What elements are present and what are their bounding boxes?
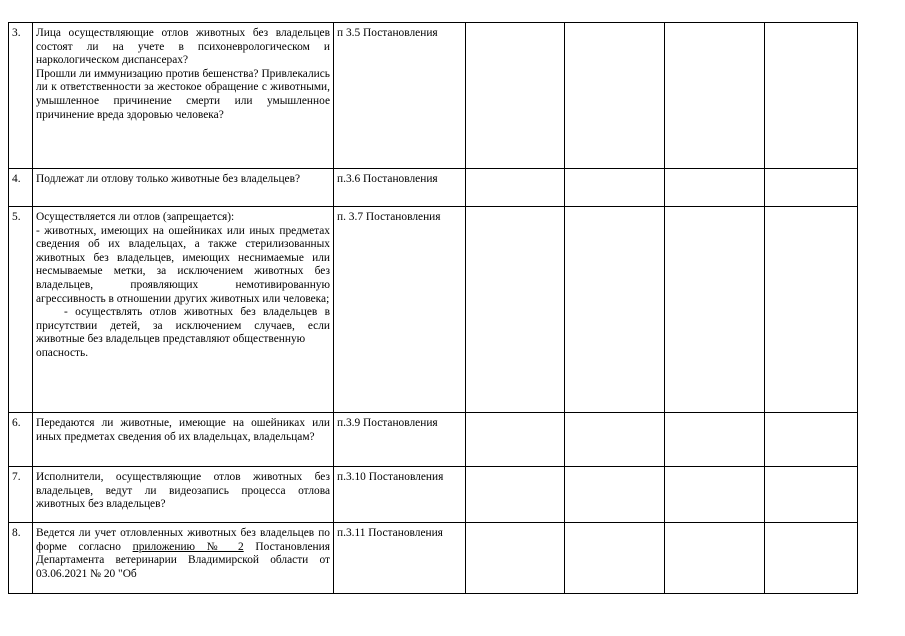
empty-cell [665, 207, 765, 413]
empty-cell [565, 169, 665, 207]
question-paragraph: - животных, имеющих на ошейниках или иных предметах сведения об их владельцах, а также стерилизованных животных без владельцев, имеющих неснимаемые или несмываемые метки, за исключением животных без владельцев, проявляющих немотивированную агрессивность в отношении других животных или человека; [36, 224, 330, 305]
question-cell [33, 23, 334, 169]
empty-cell [765, 523, 858, 594]
empty-cell [665, 467, 765, 523]
empty-cell [565, 523, 665, 594]
reference-cell: п.3.10 Постановления [334, 467, 466, 523]
question-paragraph: Подлежат ли отлову только животные без владельцев? [36, 173, 301, 185]
table-row-4 [9, 169, 858, 207]
table-row-5 [9, 207, 858, 413]
appendix-link[interactable]: приложению № 2 [132, 540, 244, 553]
question-cell [33, 467, 334, 523]
empty-cell [665, 169, 765, 207]
question-paragraph: опасность. [36, 346, 89, 359]
question-text: Ведется ли учет отловленных животных без владельцев по форме согласно [36, 527, 330, 553]
table-row-3 [9, 23, 858, 169]
empty-cell [665, 523, 765, 594]
question-text: Постановления Департамента ветеринарии Владимирской области от 03.06.2021 № 20 "Об [36, 540, 330, 580]
row-number: 6. [9, 413, 33, 467]
reference-cell: п 3.5 Постановления [334, 23, 466, 169]
table-row-8 [9, 523, 858, 594]
question-paragraph: Осуществляется ли отлов (запрещается): [36, 211, 235, 223]
empty-cell [565, 413, 665, 467]
empty-cell [665, 23, 765, 169]
empty-cell [765, 413, 858, 467]
empty-cell [665, 413, 765, 467]
question-cell [33, 413, 334, 467]
row-number: 7. [9, 467, 33, 523]
empty-cell [565, 23, 665, 169]
empty-cell [466, 413, 565, 467]
empty-cell [765, 467, 858, 523]
empty-cell [565, 207, 665, 413]
question-cell [33, 523, 334, 594]
empty-cell [466, 23, 565, 169]
empty-cell [466, 169, 565, 207]
question-cell [33, 207, 334, 413]
question-paragraph: - осуществлять отлов животных без владельцев в присутствии детей, за исключением случаев, если животные без владельцев представляют общественную [36, 306, 330, 346]
question-paragraph: Лица осуществляющие отлов животных без владельцев состоят ли на учете в психоневрологическом и наркологическом диспансерах? [36, 27, 330, 67]
empty-cell [765, 23, 858, 169]
row-number: 3. [9, 23, 33, 169]
reference-cell: п.3.6 Постановления [334, 169, 466, 207]
reference-cell: п.3.9 Постановления [334, 413, 466, 467]
reference-cell: п.3.11 Постановления [334, 523, 466, 594]
empty-cell [765, 207, 858, 413]
table-row-6 [9, 413, 858, 467]
empty-cell [565, 467, 665, 523]
reference-cell: п. 3.7 Постановления [334, 207, 466, 413]
row-number: 4. [9, 169, 33, 207]
question-cell [33, 169, 334, 207]
row-number: 8. [9, 523, 33, 594]
empty-cell [466, 523, 565, 594]
question-paragraph [36, 527, 330, 581]
table-row-7 [9, 467, 858, 523]
question-paragraph: Исполнители, осуществляющие отлов животных без владельцев, ведут ли видеозапись процесса отлова животных без владельцев? [36, 471, 330, 511]
checklist-table [8, 22, 858, 594]
empty-cell [765, 169, 858, 207]
row-number: 5. [9, 207, 33, 413]
question-paragraph: Передаются ли животные, имеющие на ошейниках или иных предметах сведения об их владельцах, владельцам? [36, 417, 330, 443]
empty-cell [466, 467, 565, 523]
empty-cell [466, 207, 565, 413]
question-paragraph: Прошли ли иммунизацию против бешенства? Привлекались ли к ответственности за жестокое обращение с животными, умышленное причинение смерти или умышленное причинение вреда здоровью человека? [36, 67, 330, 121]
